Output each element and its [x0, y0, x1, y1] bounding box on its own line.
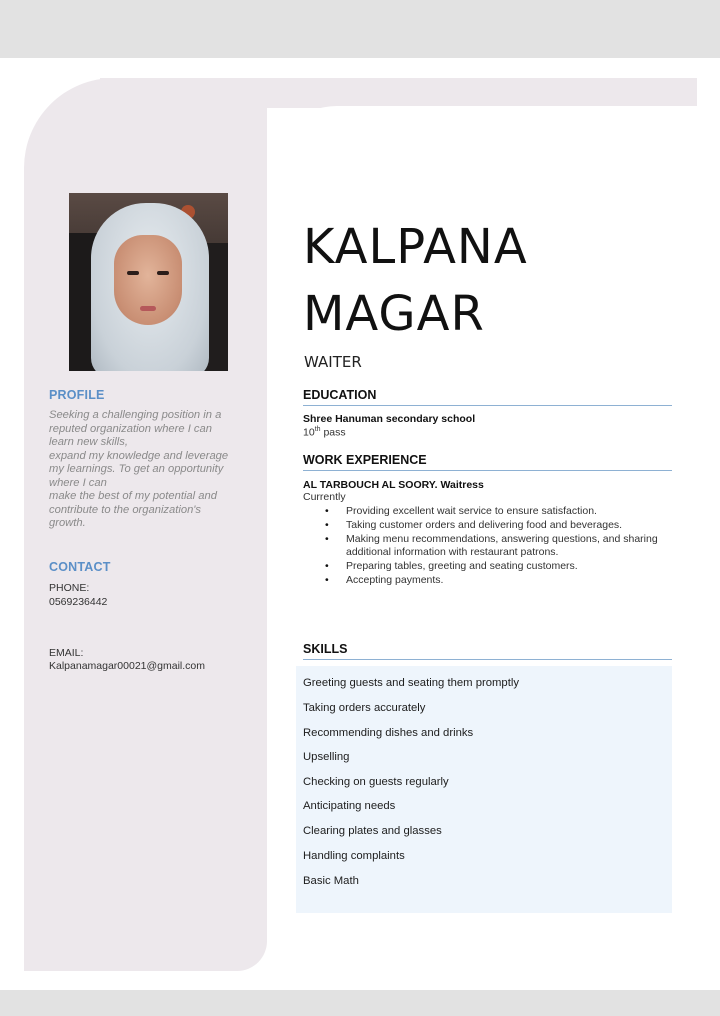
duty-item: • Taking customer orders and delivering food and beverages. [320, 519, 665, 533]
education-heading: EDUCATION [303, 388, 672, 406]
duty-item: • Providing excellent wait service to ensure satisfaction. [320, 505, 665, 519]
skill-item: Checking on guests regularly [303, 776, 449, 788]
job-company: AL TARBOUCH AL SOORY. Waitress [303, 479, 484, 491]
education-school: Shree Hanuman secondary school [303, 413, 476, 425]
skill-item: Anticipating needs [303, 800, 396, 812]
skill-item: Recommending dishes and drinks [303, 727, 474, 739]
phone-value: 0569236442 [49, 596, 108, 608]
skill-item: Taking orders accurately [303, 702, 426, 714]
grade-number: 10 [303, 426, 315, 439]
profile-line: expand my knowledge and leverage [49, 449, 229, 462]
job-title: WAITER [304, 353, 362, 371]
viewer-bottom-bar [0, 990, 720, 1016]
profile-line: where I can [49, 476, 107, 489]
work-heading: WORK EXPERIENCE [303, 453, 672, 471]
skill-item: Upselling [303, 751, 350, 763]
profile-line: my learnings. To get an opportunity [49, 463, 224, 475]
profile-line: growth. [49, 517, 86, 529]
photo-eye-right [157, 271, 169, 275]
viewer-top-bar [0, 0, 720, 58]
profile-line: reputed organization where I can [49, 422, 212, 435]
education-grade [303, 426, 346, 439]
phone-label: PHONE: [49, 582, 90, 594]
email-value: Kalpanamagar00021@gmail.com [49, 660, 205, 672]
profile-line: learn new skills, [49, 436, 128, 448]
last-name: MAGAR [303, 286, 485, 342]
profile-line: Seeking a challenging position in a [49, 409, 222, 421]
duties-list [320, 505, 665, 588]
job-period: Currently [303, 491, 346, 503]
skill-item: Handling complaints [303, 850, 405, 862]
email-label: EMAIL: [49, 647, 84, 659]
skill-item: Basic Math [303, 875, 359, 887]
photo-eye-left [127, 271, 139, 275]
photo-face [114, 235, 182, 325]
skills-heading: SKILLS [303, 642, 672, 660]
photo-lips [140, 306, 156, 311]
profile-line: contribute to the organization's [49, 503, 202, 516]
grade-suffix: th [314, 426, 321, 433]
duty-item: • Accepting payments. [320, 574, 665, 588]
duty-item: • Preparing tables, greeting and seating customers. [320, 560, 665, 574]
first-name: KALPANA [303, 219, 528, 275]
duty-item: • Making menu recommendations, answering questions, and sharing additional information with restaurant patrons. [320, 533, 665, 561]
contact-heading: CONTACT [49, 560, 111, 574]
profile-line: make the best of my potential and [49, 490, 217, 502]
skill-item: Clearing plates and glasses [303, 825, 442, 837]
profile-photo [69, 193, 228, 371]
skill-item: Greeting guests and seating them promptly [303, 677, 520, 689]
grade-text: pass [320, 426, 346, 439]
profile-summary [49, 409, 249, 531]
profile-heading: PROFILE [49, 388, 105, 402]
